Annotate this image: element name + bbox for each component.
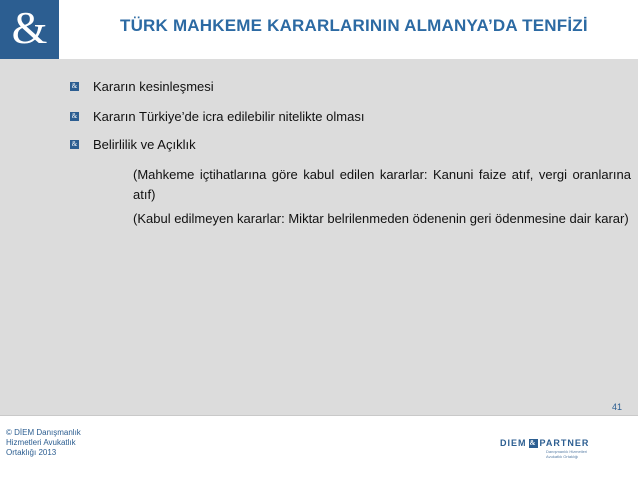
bullet-text: Kararın kesinleşmesi bbox=[93, 79, 214, 94]
content-panel bbox=[0, 59, 638, 415]
brand-right: PARTNER bbox=[539, 438, 590, 448]
brand-tagline bbox=[546, 449, 589, 459]
bullet-item bbox=[70, 109, 364, 124]
ampersand-bullet-icon: & bbox=[71, 140, 78, 148]
brand-tagline-line: Danışmanlık Hizmetleri bbox=[546, 449, 588, 454]
sub-paragraph: (Mahkeme içtihatlarına göre kabul edilen kararlar: Kanuni faize atıf, vergi oranlarına atıf) bbox=[133, 167, 631, 202]
sub-paragraph: (Kabul edilmeyen kararlar: Miktar belrilenmeden ödenenin geri ödenmesine dair karar) bbox=[133, 211, 629, 226]
bullet-text: Belirlilik ve Açıklık bbox=[93, 137, 196, 152]
footer-divider bbox=[0, 415, 638, 416]
brand-ampersand-icon: & bbox=[529, 438, 537, 447]
copyright-line: © DİEM Danışmanlık bbox=[6, 428, 81, 437]
ampersand-bullet-icon: & bbox=[71, 112, 78, 120]
brand-tagline-line: Avukatlık Ortaklığı bbox=[546, 454, 579, 459]
brand-logo bbox=[500, 438, 589, 459]
ampersand-logo-icon: & bbox=[11, 1, 48, 53]
ampersand-bullet-icon: & bbox=[71, 82, 78, 90]
copyright-notice bbox=[6, 428, 156, 458]
page-number: 41 bbox=[611, 402, 622, 412]
bullet-item bbox=[70, 79, 214, 94]
bullet-item bbox=[70, 137, 196, 152]
brand-name bbox=[500, 438, 589, 448]
copyright-line: Hizmetleri Avukatlık bbox=[6, 438, 76, 447]
slide-title: TÜRK MAHKEME KARARLARININ ALMANYA’DA TENFİZİ bbox=[120, 16, 588, 35]
logo bbox=[0, 0, 59, 59]
bullet-text: Kararın Türkiye’de icra edilebilir nitelikte olması bbox=[93, 109, 365, 124]
brand-left: DIEM bbox=[500, 438, 527, 448]
copyright-line: Ortaklığı 2013 bbox=[6, 448, 57, 457]
